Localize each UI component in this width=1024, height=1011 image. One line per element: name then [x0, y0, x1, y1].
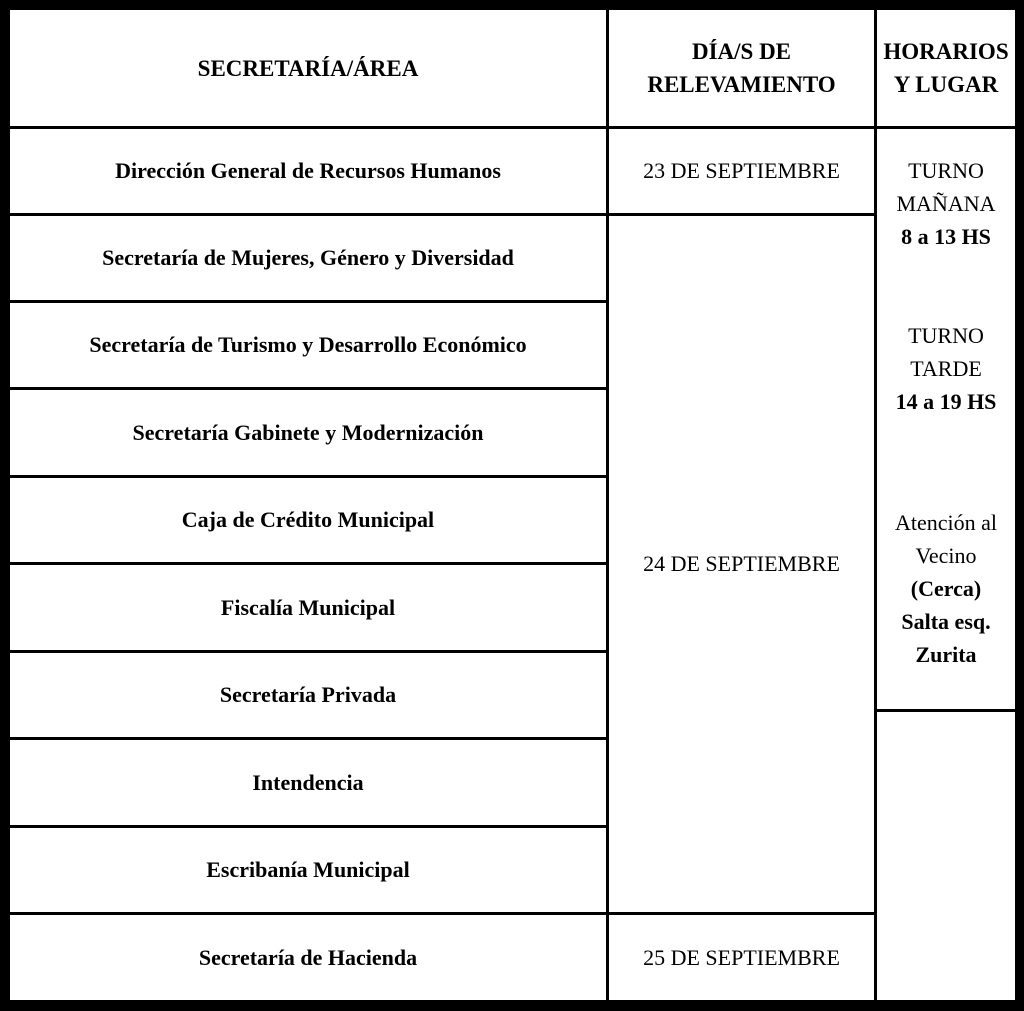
place-address: Salta esq. [901, 609, 991, 634]
area-name: Secretaría de Mujeres, Género y Diversidad [102, 245, 514, 270]
empty-cell [877, 712, 1015, 1000]
area-name: Secretaría Privada [219, 682, 397, 707]
area-row [10, 478, 606, 562]
date-cell [609, 129, 874, 213]
afternoon-hours: 14 a 19 HS [895, 389, 997, 414]
header-hours-line2: Y LUGAR [893, 72, 999, 97]
area-name: Escribanía Municipal [206, 857, 410, 882]
date-value: 24 DE SEPTIEMBRE [643, 551, 840, 576]
afternoon-label: TURNO [908, 323, 984, 348]
header-hours-line1: HORARIOS [883, 39, 1009, 64]
place-label: Atención al [894, 510, 998, 535]
afternoon-label: TARDE [910, 356, 982, 381]
header-hours [877, 10, 1015, 126]
schedule-cell [877, 129, 1015, 709]
header-days-line2: RELEVAMIENTO [647, 72, 836, 97]
area-row [10, 740, 606, 825]
area-name: Secretaría de Turismo y Desarrollo Económico [89, 332, 527, 357]
date-value: 25 DE SEPTIEMBRE [643, 944, 840, 970]
area-row [10, 216, 606, 300]
area-row [10, 390, 606, 475]
area-name: Secretaría de Hacienda [198, 944, 418, 970]
area-name: Secretaría Gabinete y Modernización [132, 419, 484, 445]
area-row [10, 129, 606, 213]
date-cell [609, 915, 874, 1000]
area-row [10, 915, 606, 1000]
header-days-line1: DÍA/S DE [691, 39, 792, 64]
area-row [10, 653, 606, 737]
area-row [10, 565, 606, 650]
area-row [10, 828, 606, 912]
morning-label: MAÑANA [896, 191, 996, 216]
morning-hours: 8 a 13 HS [901, 224, 991, 249]
morning-label: TURNO [908, 158, 984, 183]
header-area-label: SECRETARÍA/ÁREA [197, 55, 419, 81]
area-row [10, 303, 606, 387]
date-cell [609, 216, 874, 912]
area-name: Dirección General de Recursos Humanos [115, 158, 501, 183]
area-name: Fiscalía Municipal [220, 594, 396, 620]
date-value: 23 DE SEPTIEMBRE [643, 158, 840, 183]
place-name: (Cerca) [910, 576, 982, 601]
area-name: Caja de Crédito Municipal [181, 507, 435, 532]
header-area [10, 10, 606, 126]
place-address: Zurita [915, 642, 977, 667]
header-days [609, 10, 874, 126]
area-name: Intendencia [252, 769, 364, 795]
place-label: Vecino [915, 543, 977, 568]
